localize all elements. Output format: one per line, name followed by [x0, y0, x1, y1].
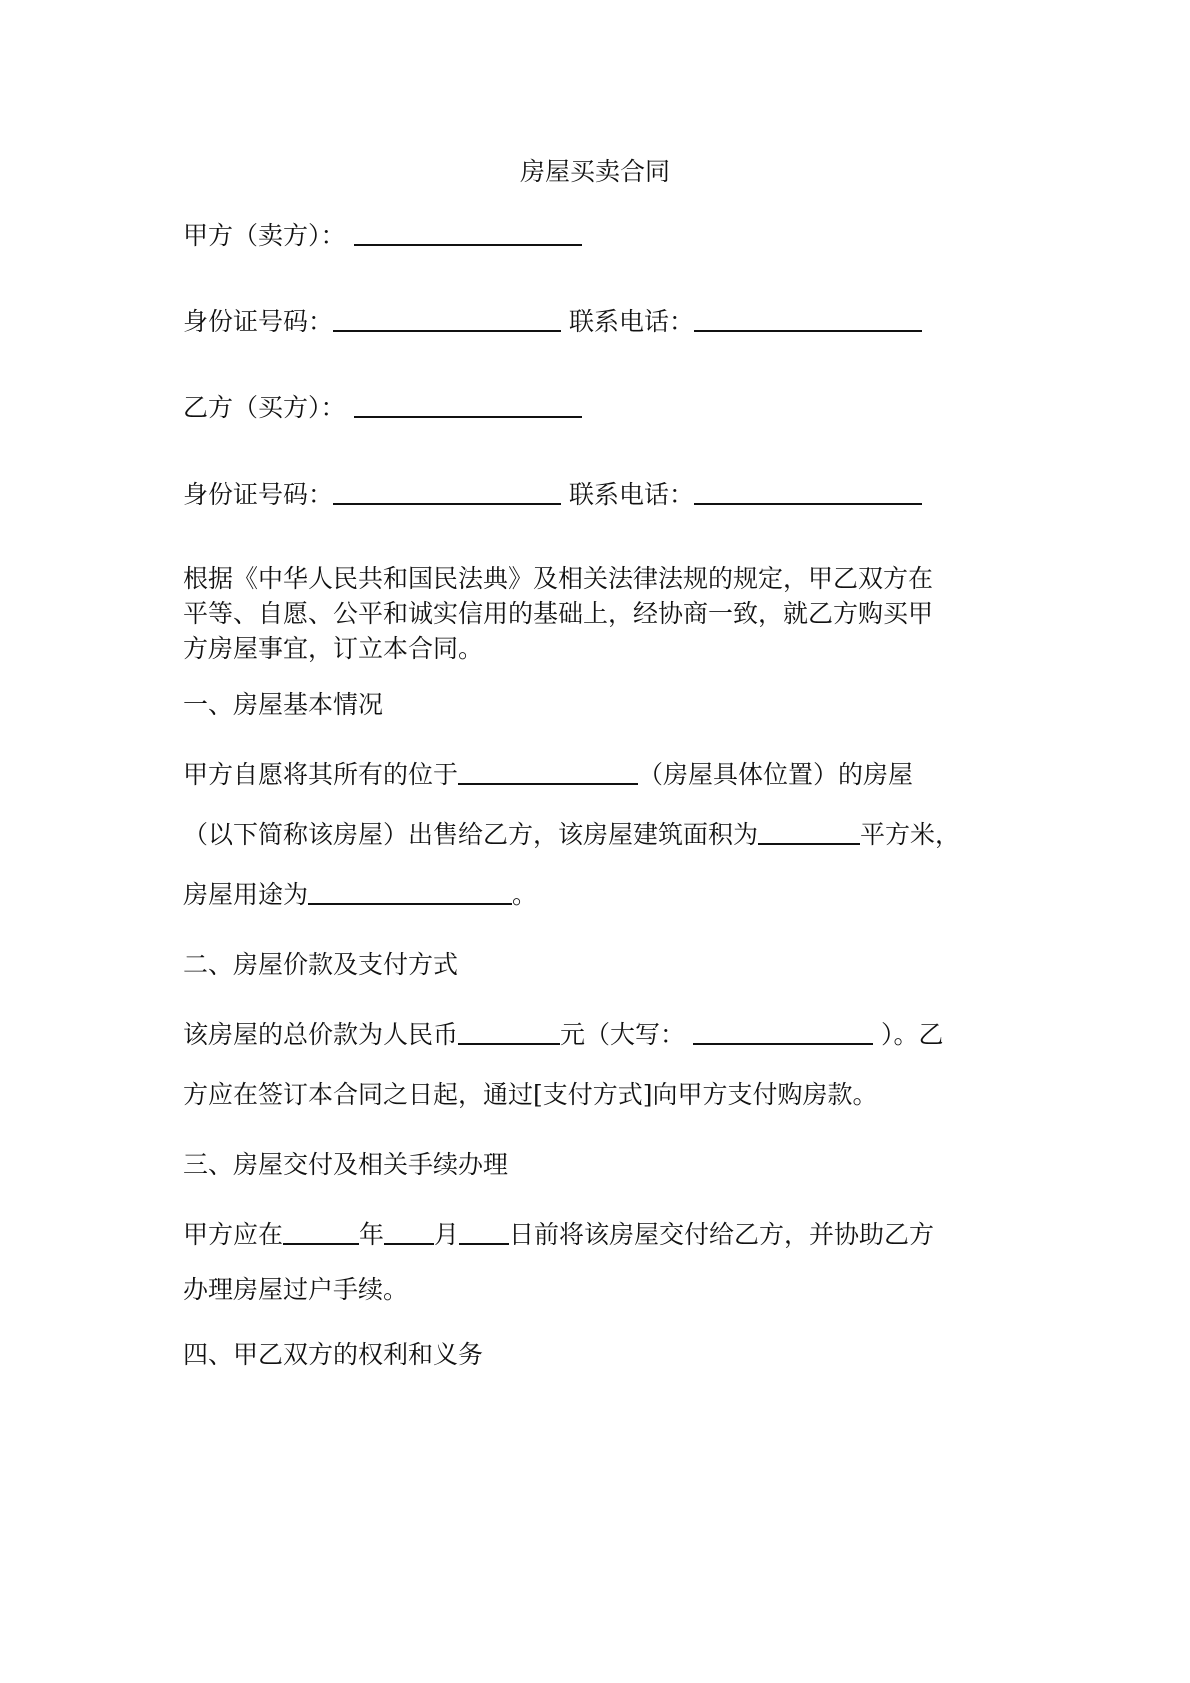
section-1-line-2 [183, 818, 960, 852]
section-2-text: ）。乙 [881, 1020, 944, 1049]
party-a-contact-line [183, 305, 922, 339]
section-1-line-1 [183, 758, 913, 792]
preamble-line-1: 根据《中华人民共和国民法典》及相关法律法规的规定，甲乙双方在 [183, 564, 934, 593]
section-1-text: （房屋具体位置）的房屋 [638, 760, 914, 789]
party-b-phone-blank[interactable] [694, 479, 922, 505]
section-3-line-2: 办理房屋过户手续。 [183, 1275, 409, 1304]
party-a-name-blank[interactable] [354, 220, 582, 246]
section-3-text: 日前将该房屋交付给乙方，并协助乙方 [509, 1220, 935, 1249]
preamble-line-2: 平等、自愿、公平和诚实信用的基础上，经协商一致，就乙方购买甲 [183, 599, 934, 628]
document-title: 房屋买卖合同 [519, 157, 670, 186]
section-2-line-1 [183, 1018, 944, 1052]
section-2-line-2: 方应在签订本合同之日起，通过[支付方式]向甲方支付购房款。 [183, 1080, 878, 1109]
section-1-line-3 [183, 878, 537, 912]
party-a-label: 甲方（卖方）： [183, 221, 346, 250]
house-usage-blank[interactable] [308, 879, 512, 905]
section-1-text: 平方米， [860, 820, 961, 849]
delivery-year-blank[interactable] [283, 1219, 359, 1245]
section-3-text: 年 [359, 1220, 385, 1249]
party-b-phone-label: 联系电话： [569, 480, 695, 509]
party-b-name-blank[interactable] [354, 392, 582, 418]
party-b-id-blank[interactable] [333, 479, 561, 505]
party-a-phone-label: 联系电话： [569, 307, 695, 336]
section-1-text: 甲方自愿将其所有的位于 [183, 760, 459, 789]
preamble-line-3: 方房屋事宜，订立本合同。 [183, 634, 484, 663]
delivery-month-blank[interactable] [384, 1219, 434, 1245]
party-b-line [183, 391, 582, 425]
house-location-blank[interactable] [458, 759, 638, 785]
delivery-day-blank[interactable] [459, 1219, 509, 1245]
section-3-heading: 三、房屋交付及相关手续办理 [183, 1150, 509, 1179]
party-b-contact-line [183, 478, 922, 512]
section-3-text: 甲方应在 [183, 1220, 284, 1249]
section-1-text: 。 [512, 880, 538, 909]
section-1-text: 房屋用途为 [183, 880, 309, 909]
total-price-blank[interactable] [458, 1019, 560, 1045]
party-a-line [183, 219, 582, 253]
section-1-heading: 一、房屋基本情况 [183, 690, 384, 719]
party-a-phone-blank[interactable] [694, 306, 922, 332]
section-3-line-1 [183, 1218, 934, 1252]
house-area-blank[interactable] [758, 819, 860, 845]
section-2-text: 元（大写： [560, 1020, 686, 1049]
section-4-heading: 四、甲乙双方的权利和义务 [183, 1340, 484, 1369]
party-a-id-blank[interactable] [333, 306, 561, 332]
price-in-words-blank[interactable] [693, 1019, 873, 1045]
party-b-id-label: 身份证号码： [183, 480, 334, 509]
section-1-text: （以下简称该房屋）出售给乙方，该房屋建筑面积为 [183, 820, 759, 849]
party-a-id-label: 身份证号码： [183, 307, 334, 336]
section-3-text: 月 [434, 1220, 460, 1249]
section-2-text: 该房屋的总价款为人民币 [183, 1020, 459, 1049]
section-2-heading: 二、房屋价款及支付方式 [183, 950, 459, 979]
party-b-label: 乙方（买方）： [183, 393, 346, 422]
